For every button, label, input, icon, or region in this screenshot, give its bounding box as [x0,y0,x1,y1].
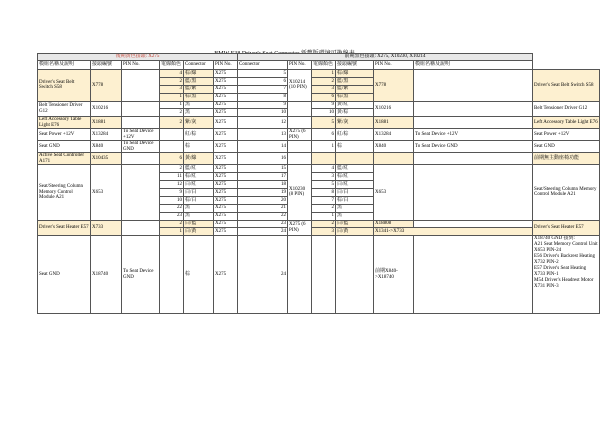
wire-color: 白/紅 [336,181,374,189]
pin-number: 2 [312,220,336,228]
connector-name: X275 [214,181,238,189]
wiring-table [37,53,600,314]
column-header: PIN No. [374,61,414,70]
wire-color: 棕 [184,141,214,153]
mid-connector [288,141,312,153]
connector-name: X275 [214,85,238,93]
pin-note: To Seat Device GND [414,141,533,153]
pin-note [122,165,160,220]
pin-number: 22 [160,204,184,212]
table-row [38,236,600,314]
wire-color: 棕/黑 [336,93,374,101]
pin-number: 1 [312,212,336,220]
pin-number: 2 [160,165,184,173]
pin-number: 22 [238,212,288,220]
pin-number: 1 [160,101,184,109]
mid-connector: X10214 (10 PIN) [288,70,312,102]
wire-color: 白/黃 [336,228,374,236]
connector-name: X275 [214,228,238,236]
pin-note [122,117,160,129]
wire-color: 紫/灰 [184,117,214,129]
table-row [38,54,600,61]
pin-number: 23 [160,212,184,220]
module-name: Seat Power +12V [38,129,91,141]
mid-connector [288,236,312,314]
module-name: Seat GND [533,141,600,153]
connector-name: X275 [214,220,238,228]
wire-color: 棕/綠 [336,70,374,78]
pin-number: 4 [160,70,184,78]
connector-id: 前期X840->X18740 [374,236,414,314]
pin-number: 1 [312,141,336,153]
note-line: X732 PIN-2 [534,260,559,266]
wire-color: 黑 [336,204,374,212]
connector-id: X10216 [91,101,122,117]
wire-color: 黃/棕 [336,109,374,117]
table-row [38,165,600,173]
pin-number: 15 [238,165,288,173]
connector-name: X275 [214,117,238,129]
mid-connector: X275 (6 PIN) [288,220,312,236]
wire-color: 藍/紫 [336,85,374,93]
pin-number: 1 [312,70,336,78]
module-name: Active Seat Controller A171 [38,153,91,165]
wire-color: 黑 [184,101,214,109]
wire-color: 紅/棕 [184,129,214,141]
connector-id: X840 [91,141,122,153]
column-header: 電線顏色 [312,61,336,70]
wire-color: 白/藍 [184,220,214,228]
table-row [38,141,600,153]
pin-number: 8 [238,93,288,101]
rear-group-label: 後期黃色接頭: X275 [115,54,160,60]
wire-color: 藍/紅 [336,165,374,173]
connector-id: X10435 [91,153,122,165]
pin-number: 12 [238,117,288,129]
connector-name: X275 [214,236,238,314]
wire-color: 棕 [336,141,374,153]
connector-id: X13284 [374,129,414,141]
wire-color: 黃/紅 [336,101,374,109]
wire-color: 藍/黑 [184,77,214,85]
wire-color: 棕/白 [336,196,374,204]
column-header: Connector [238,61,288,70]
wire-color: 黑 [184,204,214,212]
module-name: Seat/Steering Column Memory Control Module A21 [533,165,600,220]
column-header: 接頭編號 [91,61,122,70]
table-row [38,70,600,78]
pin-number: 12 [160,181,184,189]
mid-connector [288,153,312,165]
note-line: E56 Driver's Backrest Heating [534,254,596,260]
pin-number: 6 [312,129,336,141]
pin-number: 21 [238,204,288,212]
column-header: 模組名稱及說明 [38,61,91,70]
pin-number [312,236,336,314]
pin-number: 18 [238,181,288,189]
pin-number: 20 [238,196,288,204]
module-name: Driver's Seat Heater E57 [38,220,91,236]
module-name: Driver's Seat Heater E57 [533,220,600,236]
pin-number: 13 [238,129,288,141]
module-name: Belt Tensioner Driver G12 [533,101,600,117]
pin-number: 2 [160,77,184,85]
connector-name: X275 [214,93,238,101]
pin-number: 10 [160,196,184,204]
table-row [38,129,600,141]
pin-number: 16 [238,153,288,165]
pin-number [312,153,336,165]
table-row [38,61,600,70]
pin-number: 10 [238,109,288,117]
module-name: Seat GND [38,141,91,153]
connector-name: X275 [214,165,238,173]
mid-connector: X275 (6 PIN) [288,129,312,141]
pin-note [414,153,533,165]
pin-number [160,129,184,141]
table-row [38,101,600,109]
pin-number: 5 [312,181,336,189]
wire-color [336,236,374,314]
connector-id: X1881 [91,117,122,129]
module-name: Left Accessory Table Light E76 [38,117,91,129]
mid-connector [288,117,312,129]
connector-id [374,153,414,165]
module-name: Seat/Steering Column Memory Control Module A21 [38,165,91,220]
connector-name: X275 [214,141,238,153]
module-name: 前期無主動座椅功能 [533,153,600,165]
connector-id-alt: X1341->X733 [374,228,533,236]
table-row [38,153,600,165]
rear-group-header [38,54,238,61]
connector-id: X840 [374,141,414,153]
pin-number [160,236,184,314]
connector-id: X733 [91,220,122,236]
module-name: Driver's Seat Belt Switch S58 [38,70,91,102]
module-name: Left Accessory Table Light E76 [533,117,600,129]
wiring-table-container [37,53,600,314]
pin-note [414,236,533,314]
pin-number: 9 [312,101,336,109]
table-row [38,117,600,129]
connector-id: X1881 [374,117,414,129]
pin-number: 17 [238,173,288,181]
front-group-header [238,54,533,61]
pin-note [414,165,533,220]
wire-color: 白/藍 [336,220,374,228]
pin-number: 5 [312,117,336,129]
pin-note [122,101,160,117]
column-header: PIN No. [214,61,238,70]
pin-number: 24 [238,228,288,236]
wire-color [336,153,374,165]
column-header: 電線顏色 [160,61,184,70]
connector-name: X275 [214,101,238,109]
pin-note [122,70,160,102]
table-row [38,220,600,228]
pin-note [414,117,533,129]
column-header: PIN No. [122,61,160,70]
wire-color: 棕 [184,236,214,314]
pin-number: 6 [312,93,336,101]
pin-number: 6 [160,153,184,165]
wire-color: 紅/棕 [336,129,374,141]
note-line: A21 Seat Memory Control Unit [534,242,598,248]
pin-number: 1 [160,228,184,236]
pin-number: 7 [238,85,288,93]
pin-number: 1 [160,93,184,101]
module-name: Seat GND [38,236,91,314]
note-line: E57 Driver's Seat Heating X733 PIN-1 [534,266,587,278]
connector-id: X653 [374,165,414,220]
note-line: X653 PIN-24 [534,248,562,254]
wire-color: 白/紅 [184,181,214,189]
column-header: Connector [184,61,214,70]
note-line: M54 Driver's Headrest Motor X731 PIN-3 [534,278,594,290]
wire-color: 黑 [336,212,374,220]
wire-color: 藍/紫 [184,85,214,93]
front-group-label: 前期黑色接頭: X275, X10230, X10214 [344,54,426,60]
pin-number: 14 [238,141,288,153]
pin-note [414,101,533,117]
pin-note: To Seat Device +12V [414,129,533,141]
connector-id: X13284 [91,129,122,141]
column-header: PIN No. [288,61,312,70]
column-header: 模組名稱及說明 [414,61,533,70]
pin-number: 7 [312,196,336,204]
connector-name: X275 [214,153,238,165]
pin-number: 11 [160,173,184,181]
connector-name: X275 [214,77,238,85]
connector-id: X653 [91,165,122,220]
connector-id: X778 [91,70,122,102]
pin-number: 3 [160,85,184,93]
module-name: Belt Tensioner Driver G12 [38,101,91,117]
pin-number: 10 [312,109,336,117]
pin-number: 2 [160,117,184,129]
pin-number: 23 [238,220,288,228]
pin-number: 4 [312,165,336,173]
connector-id: X778 [374,70,414,102]
pin-number: 2 [312,77,336,85]
connector-name: X275 [214,189,238,197]
column-header: 接頭編號 [336,61,374,70]
pin-note [414,70,533,102]
wire-color: 白/黃 [184,228,214,236]
connector-name: X275 [214,70,238,78]
wire-color: 棕/白 [184,196,214,204]
note-line: X18740 GND 接到: [534,236,575,242]
wire-color: 棕/綠 [184,70,214,78]
wire-color: 棕/紅 [336,173,374,181]
wire-color: 黑 [184,212,214,220]
pin-number: 8 [312,189,336,197]
module-name: Seat Power +12V [533,129,600,141]
connector-name: X275 [214,109,238,117]
pin-number: 9 [160,189,184,197]
connector-name: X275 [214,212,238,220]
pin-note [122,220,160,236]
connector-id: X18808 [374,220,414,228]
pin-number: 6 [238,77,288,85]
mid-connector: X10230 (8 PIN) [288,165,312,220]
connector-id: X18740 [91,236,122,314]
pin-number: 24 [238,236,288,314]
wire-color: 藍/黑 [336,77,374,85]
pin-number [160,141,184,153]
wire-color: 棕/黑 [184,93,214,101]
pin-number: 3 [312,228,336,236]
wire-color: 紫/灰 [336,117,374,129]
pin-number: 3 [312,85,336,93]
wire-color: 棕/紅 [184,173,214,181]
pin-number: 2 [160,109,184,117]
connector-name: X275 [214,173,238,181]
pin-number: 2 [312,204,336,212]
wire-color: 白/白 [184,189,214,197]
wire-color: 白/白 [336,189,374,197]
wire-color: 黃/綠 [184,153,214,165]
connector-id: X10216 [374,101,414,117]
pin-number: 3 [312,173,336,181]
mid-connector [288,101,312,117]
connector-name: X275 [214,129,238,141]
connector-name: X275 [214,204,238,212]
pin-number: 5 [238,70,288,78]
connector-name: X275 [214,196,238,204]
notes-panel [533,236,600,314]
pin-number: 9 [238,101,288,109]
pin-note [122,153,160,165]
wire-color: 藍/紅 [184,165,214,173]
pin-note [414,220,533,228]
pin-note: To Seat Device GND [122,236,160,314]
pin-note: To Seat Device +12V [122,129,160,141]
pin-number: 19 [238,189,288,197]
module-name: Driver's Seat Belt Switch S58 [533,70,600,102]
wire-color: 黑 [184,109,214,117]
pin-note: To Seat Device GND [122,141,160,153]
pin-number: 2 [160,220,184,228]
